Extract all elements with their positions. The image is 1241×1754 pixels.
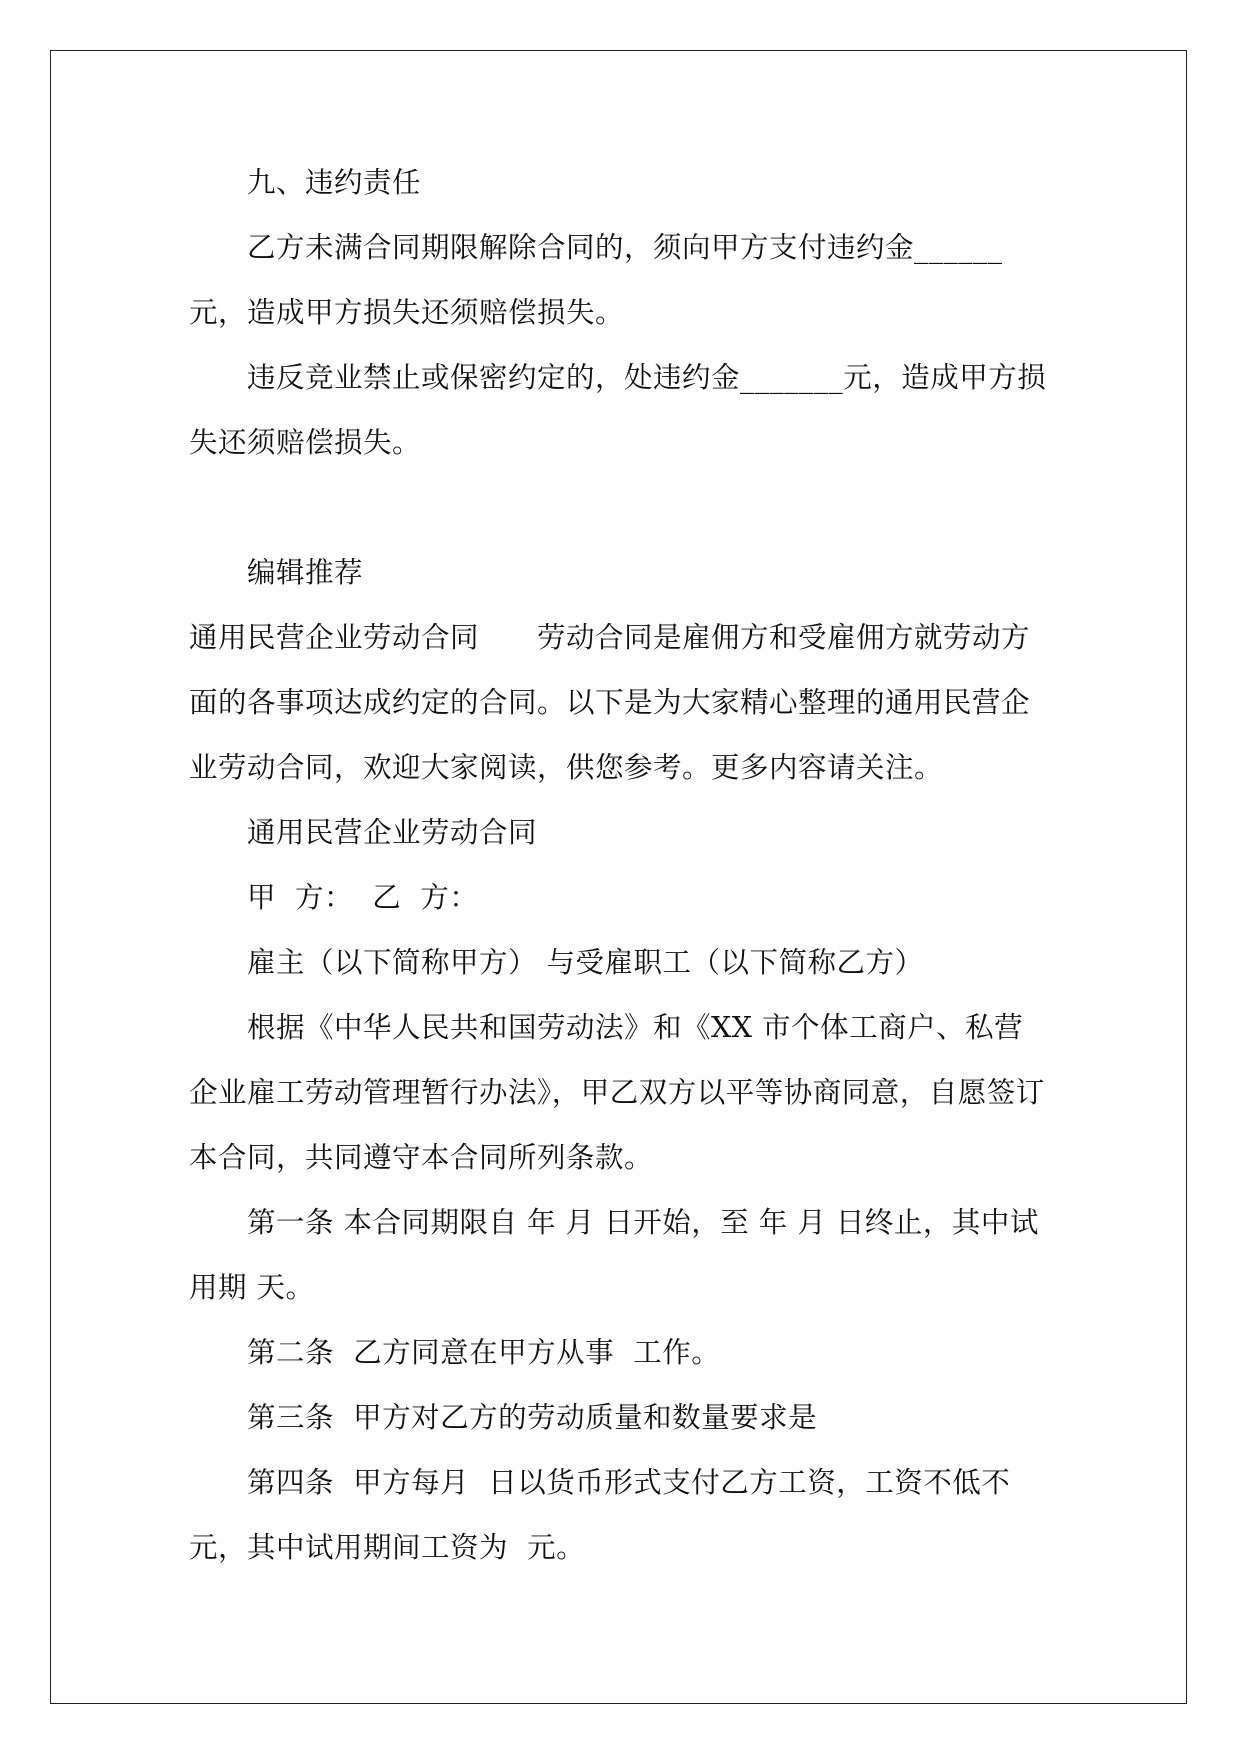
paragraph-legal-basis: 根据《中华人民共和国劳动法》和《XX 市个体工商户、私营企业雇工劳动管理暂行办法》，甲乙双方以平等协商同意，自愿签订本合同，共同遵守本合同所列条款。 xyxy=(189,1011,1045,1174)
article-4: 第四条 甲方每月 日以货币形式支付乙方工资，工资不低不 元，其中试用期间工资为 元。 xyxy=(189,1466,1030,1564)
paragraph-non-compete-penalty: 违反竞业禁止或保密约定的，处违约金_______元，造成甲方损失还须赔偿损失。 xyxy=(189,361,1047,459)
editor-recommend-heading: 编辑推荐 xyxy=(247,556,364,589)
paragraph-intro: 通用民营企业劳动合同 劳动合同是雇佣方和受雇佣方就劳动方面的各事项达成约定的合同。以下是为大家精心整理的通用民营企业劳动合同，欢迎大家阅读，供您参考。更多内容请关注。 xyxy=(189,621,1031,784)
paragraph-parties: 甲 方： 乙 方： xyxy=(247,881,479,914)
paragraph-employer-employee: 雇主（以下简称甲方） 与受雇职工（以下简称乙方） xyxy=(247,946,924,979)
article-2: 第二条 乙方同意在甲方从事 工作。 xyxy=(247,1336,721,1369)
article-3: 第三条 甲方对乙方的劳动质量和数量要求是 xyxy=(247,1401,818,1434)
paragraph-early-termination-penalty: 乙方未满合同期限解除合同的，须向甲方支付违约金______元，造成甲方损失还须赔偿损失。 xyxy=(189,231,1003,329)
contract-title: 通用民营企业劳动合同 xyxy=(247,816,538,849)
document-body xyxy=(189,150,1051,1580)
article-1: 第一条 本合同期限自 年 月 日开始，至 年 月 日终止，其中试用期 天。 xyxy=(189,1206,1039,1304)
section-heading-breach-liability: 九、违约责任 xyxy=(247,166,422,199)
paragraph-spacer xyxy=(189,475,1051,540)
